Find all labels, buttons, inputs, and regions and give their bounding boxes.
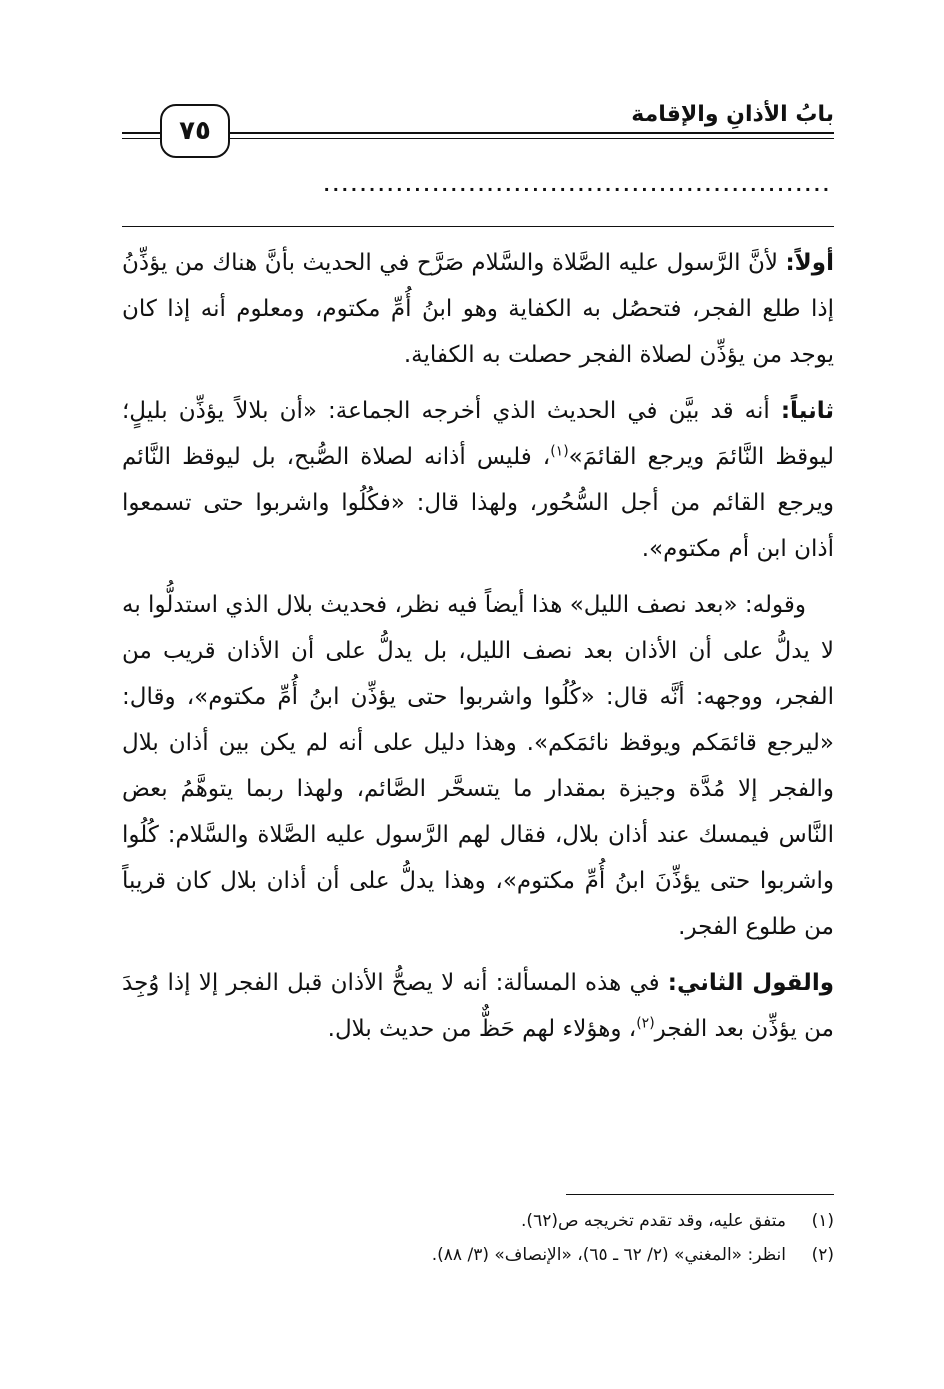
- paragraph-lead: ثانياً:: [780, 398, 834, 424]
- paragraph-lead: والقول الثاني:: [667, 970, 834, 996]
- footnote-marker[interactable]: (١): [550, 443, 569, 460]
- paragraph-text: لأنَّ الرَّسول عليه الصَّلاة والسَّلام صَرَّح في الحديث بأنَّ هناك من يؤذِّنُ إذا طلع الفجر، فتحصُل به الكفاية وهو ابنُ أُمِّ مكتوم، ومعلوم أنه إذا كان يوجد من يؤذِّن لصلاة الفجر حصلت به الكفاية.: [122, 250, 834, 368]
- footnote-rule: [566, 1194, 834, 1195]
- footnote-number: (٢): [811, 1245, 834, 1265]
- paragraph-first-reason: [122, 240, 834, 378]
- paragraph-second-opinion: [122, 960, 834, 1052]
- footnote-number: (١): [811, 1211, 834, 1231]
- paragraph-second-reason: [122, 388, 834, 572]
- paragraph-text-after: ، وهؤلاء لهم حَظٌّ من حديث بلال.: [327, 1016, 637, 1042]
- paragraph-his-saying: [122, 582, 834, 950]
- paragraph-lead: أولاً:: [785, 250, 834, 276]
- page-header: [122, 100, 834, 160]
- chapter-title: بابُ الأذانِ والإقامة: [621, 100, 834, 130]
- paragraph-text-before: في هذه المسألة: أنه لا يصحُّ الأذان قبل الفجر إلا إذا وُجِدَ من يؤذِّن بعد الفجر: [122, 970, 834, 1042]
- footnote-text: متفق عليه، وقد تقدم تخريجه ص(٦٢).: [521, 1211, 786, 1231]
- footnote-marker[interactable]: (٢): [636, 1015, 655, 1032]
- footnote-2: [122, 1238, 834, 1272]
- footnote-text: انظر: «المغني» (٢/ ٦٢ ـ ٦٥)، «الإنصاف» (٣/ ٨٨).: [431, 1245, 786, 1265]
- footnote-1: [122, 1204, 834, 1238]
- paragraph-text: وقوله: «بعد نصف الليل» هذا أيضاً فيه نظر، فحديث بلال الذي استدلُّوا به لا يدلُّ على أن الأذان بعد نصف الليل، بل يدلُّ على أن الأذان قريب من الفجر، ووجهه: أنَّه قال: «كُلُوا واشربوا حتى يؤذِّن ابنُ أُمِّ مكتوم»، وقال: «ليرجع قائمَكم ويوقظ نائمَكم». وهذا دليل على أنه لم يكن بين أذان بلال والفجر إلا مُدَّة وجيزة بمقدار ما يتسحَّر الصَّائم، ولهذا ربما يتوهَّمُ بعض النَّاس فيمسك عند أذان بلال، فقال لهم الرَّسول عليه الصَّلاة والسَّلام: كُلُوا واشربوا حتى يؤذِّنَ ابنُ أُمِّ مكتوم»، وهذا يدلُّ على أن أذان بلال كان قريباً من طلوع الفجر.: [122, 592, 834, 940]
- paragraph-text-after: ، فليس أذانه لصلاة الصُّبح، بل ليوقظ النَّائم ويرجع القائم من أجل السُّحُور، ولهذا قال: «فكُلُوا واشربوا حتى تسمعوا أذان ابن أم مكتوم».: [122, 444, 834, 562]
- footnotes: [122, 1204, 834, 1272]
- text-top-rule: [122, 226, 834, 227]
- dotted-separator: ........................................................: [323, 176, 832, 195]
- page-number: ٧٥: [160, 104, 230, 158]
- paragraph-text-before: أنه قد بيَّن في الحديث الذي أخرجه الجماعة: «أن بلالاً يؤذِّن بليلٍ؛ ليوقظ النَّائمَ ويرجع القائمَ»: [122, 398, 835, 470]
- body-text: [122, 240, 834, 1062]
